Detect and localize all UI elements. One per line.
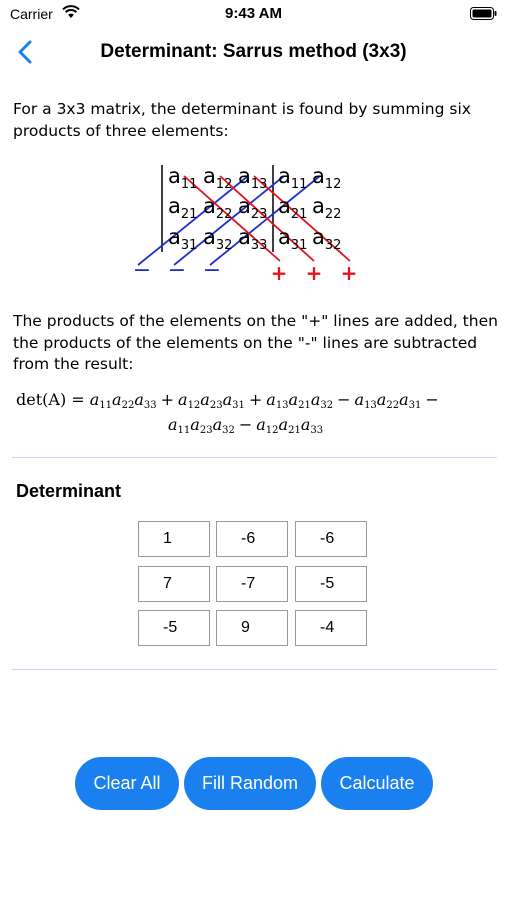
page-title: Determinant: Sarrus method (3x3) [100, 41, 407, 62]
matrix-cell-r3-c3[interactable]: -4 [295, 610, 367, 646]
matrix-cell-r3-c2[interactable]: 9 [216, 610, 288, 646]
diagram-element-r1-c1: $a_{11}$ [168, 164, 198, 192]
determinant-formula [16, 390, 496, 436]
navigation-bar [0, 30, 507, 74]
diagram-element-r2-c5: $a_{22}$ [312, 194, 342, 222]
status-time: 9:43 AM [225, 5, 282, 22]
calculate-button[interactable]: Calculate [321, 757, 433, 810]
formula-term: + $a_{13}a_{21}a_{32}$ [248, 390, 334, 411]
matrix-cell-r2-c3[interactable]: -5 [295, 566, 367, 602]
diagram-element-r3-c3: $a_{33}$ [238, 225, 268, 253]
minus-sign-1: − [132, 258, 152, 283]
minus-sign-3: − [202, 258, 222, 283]
diagram-element-r2-c1: $a_{21}$ [168, 194, 198, 222]
status-bar [0, 0, 507, 28]
diagram-element-r1-c5: $a_{12}$ [312, 164, 342, 192]
matrix-cell-r2-c2[interactable]: -7 [216, 566, 288, 602]
matrix-cell-r3-c1[interactable]: -5 [138, 610, 210, 646]
formula-line-2 [16, 415, 496, 436]
battery-icon [470, 7, 497, 20]
plus-sign-2: + [305, 261, 323, 285]
formula-prefix: det(A) = [16, 390, 90, 409]
divider-bottom [12, 669, 497, 670]
diagram-element-r2-c3: $a_{23}$ [238, 194, 268, 222]
diagram-element-r1-c4: $a_{11}$ [278, 164, 308, 192]
minus-sign-2: − [167, 258, 187, 283]
sarrus-diagram [130, 160, 370, 285]
divider-top [12, 457, 497, 458]
diagram-element-r2-c2: $a_{22}$ [203, 194, 233, 222]
formula-term: $a_{11}a_{23}a_{32}$ [168, 415, 235, 436]
plus-sign-1: + [270, 261, 288, 285]
diagram-element-r2-c4: $a_{21}$ [278, 194, 308, 222]
matrix-input-grid [138, 521, 370, 651]
formula-trailing-operator: − [425, 390, 439, 409]
formula-line-1 [16, 390, 496, 411]
diagram-element-r1-c2: $a_{12}$ [203, 164, 233, 192]
diagram-element-r3-c2: $a_{32}$ [203, 225, 233, 253]
fill-random-button[interactable]: Fill Random [184, 757, 316, 810]
carrier-label: Carrier [10, 6, 53, 22]
diagram-element-r1-c3: $a_{13}$ [238, 164, 268, 192]
matrix-cell-r1-c2[interactable]: -6 [216, 521, 288, 557]
diagram-element-r3-c1: $a_{31}$ [168, 225, 198, 253]
plus-sign-3: + [340, 261, 358, 285]
clear-all-button[interactable]: Clear All [75, 757, 179, 810]
diagram-element-r3-c4: $a_{31}$ [278, 225, 308, 253]
matrix-cell-r1-c3[interactable]: -6 [295, 521, 367, 557]
explanation-text: The products of the elements on the "+" lines are added, then the products of the elements on the "-" lines are subtracted from the result: [13, 312, 498, 373]
diagram-element-r3-c5: $a_{32}$ [312, 225, 342, 253]
intro-text: For a 3x3 matrix, the determinant is found by summing six products of three elements: [13, 100, 471, 140]
matrix-cell-r2-c1[interactable]: 7 [138, 566, 210, 602]
formula-term: − $a_{12}a_{21}a_{33}$ [238, 415, 324, 436]
matrix-cell-r1-c1[interactable]: 1 [138, 521, 210, 557]
formula-term: − $a_{13}a_{22}a_{31}$ [337, 390, 422, 411]
section-title: Determinant [16, 481, 122, 501]
formula-term: $a_{11}a_{22}a_{33}$ [89, 390, 157, 411]
formula-term: + $a_{12}a_{23}a_{31}$ [160, 390, 245, 411]
